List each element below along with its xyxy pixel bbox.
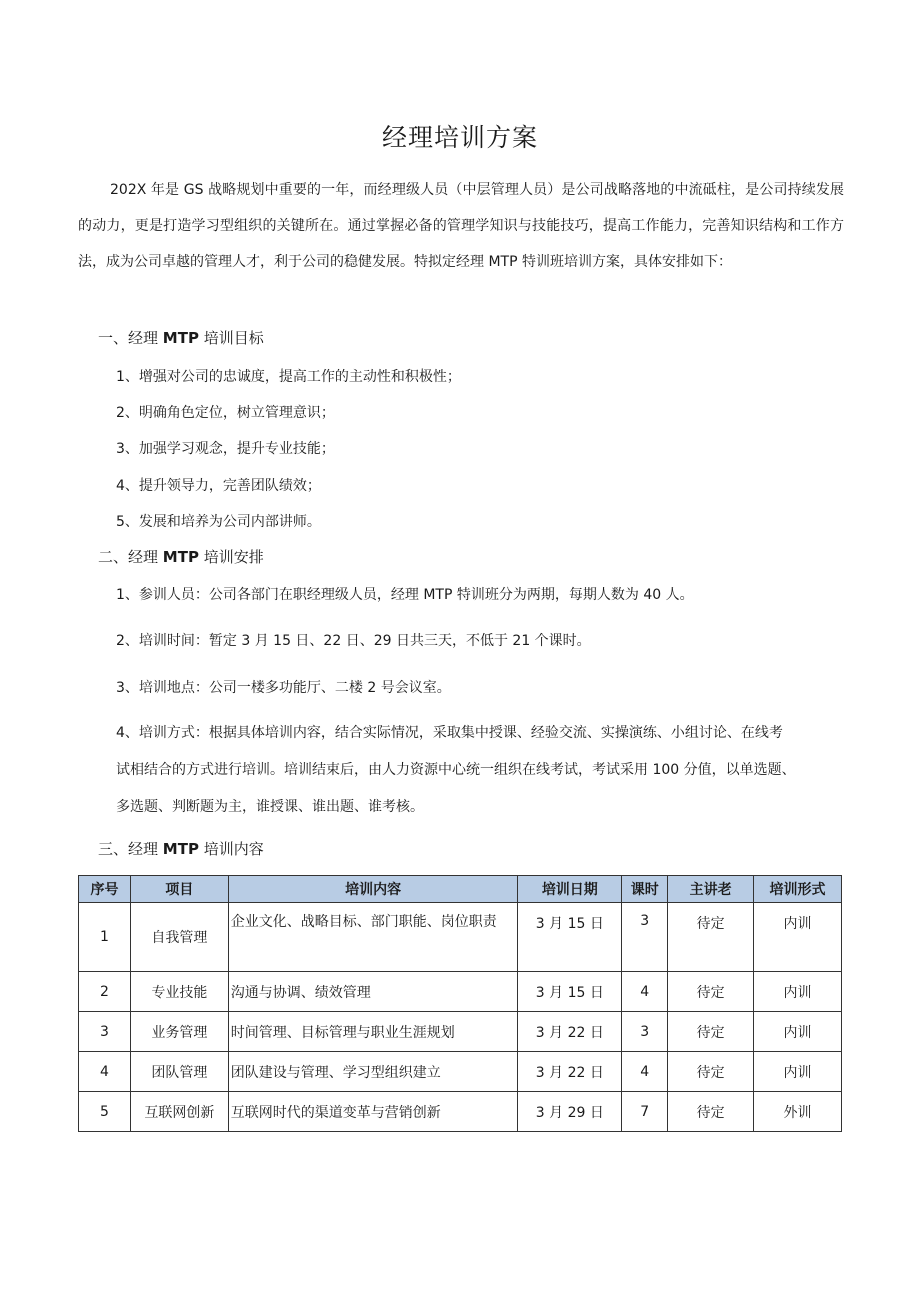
table-cell: 企业文化、战略目标、部门职能、岗位职责	[228, 903, 518, 972]
table-cell: 2	[79, 972, 131, 1012]
table-cell: 内训	[754, 972, 842, 1012]
table-cell: 专业技能	[130, 972, 228, 1012]
section-heading-prefix: 二、经理	[98, 548, 163, 566]
table-cell: 5	[79, 1092, 131, 1132]
table-cell: 自我管理	[130, 903, 228, 972]
section-heading-bold: MTP	[162, 840, 199, 858]
arrangement-item-continued: 试相结合的方式进行培训。培训结束后，由人力资源中心统一组织在线考试，考试采用 100 分值，以单选题、	[116, 762, 796, 778]
arrangement-item: 1、参训人员：公司各部门在职经理级人员，经理 MTP 特训班分为两期，每期人数为 40 人。	[116, 587, 694, 603]
table-cell: 3	[622, 1012, 668, 1052]
section-heading-arrangement	[98, 546, 264, 567]
table-cell: 沟通与协调、绩效管理	[228, 972, 518, 1012]
arrangement-item: 3、培训地点：公司一楼多功能厅、二楼 2 号会议室。	[116, 680, 451, 696]
section-heading-suffix: 培训目标	[198, 329, 264, 347]
table-cell: 待定	[668, 1092, 754, 1132]
table-cell: 团队建设与管理、学习型组织建立	[228, 1052, 518, 1092]
section-heading-goals	[98, 327, 264, 348]
table-cell: 4	[622, 1052, 668, 1092]
intro-paragraph: 202X 年是 GS 战略规划中重要的一年，而经理级人员（中层管理人员）是公司战略落地的中流砥柱，是公司持续发展的动力，更是打造学习型组织的关键所在。通过掌握必备的管理学知识与技能技巧，提高工作能力，完善知识结构和工作方法，成为公司卓越的管理人才，利于公司的稳健发展。特拟定经理 MTP 特训班培训方案，具体安排如下：	[78, 182, 844, 270]
table-cell: 互联网创新	[130, 1092, 228, 1132]
table-cell: 4	[622, 972, 668, 1012]
table-cell: 待定	[668, 1052, 754, 1092]
table-row	[79, 972, 842, 1012]
column-header: 项目	[130, 876, 228, 903]
table-cell: 3 月 15 日	[518, 972, 622, 1012]
section-heading-bold: MTP	[162, 329, 199, 347]
table-row	[79, 1052, 842, 1092]
section-heading-content	[98, 838, 264, 859]
table-cell: 3 月 22 日	[518, 1052, 622, 1092]
table-cell: 1	[79, 903, 131, 972]
goal-item: 5、发展和培养为公司内部讲师。	[116, 514, 321, 530]
section-heading-suffix: 培训安排	[198, 548, 264, 566]
table-cell: 7	[622, 1092, 668, 1132]
column-header: 培训日期	[518, 876, 622, 903]
goal-item: 3、加强学习观念，提升专业技能；	[116, 441, 335, 457]
arrangement-item: 2、培训时间：暂定 3 月 15 日、22 日、29 日共三天，不低于 21 个课时。	[116, 633, 591, 649]
table-cell: 4	[79, 1052, 131, 1092]
table-cell: 3 月 29 日	[518, 1092, 622, 1132]
table-cell: 外训	[754, 1092, 842, 1132]
table-cell: 待定	[668, 903, 754, 972]
table-cell: 内训	[754, 1012, 842, 1052]
table-cell: 3 月 22 日	[518, 1012, 622, 1052]
training-content-table	[78, 875, 842, 1132]
section-heading-prefix: 一、经理	[98, 329, 163, 347]
table-cell: 业务管理	[130, 1012, 228, 1052]
column-header: 培训内容	[228, 876, 518, 903]
section-heading-prefix: 三、经理	[98, 840, 163, 858]
column-header: 主讲老	[668, 876, 754, 903]
arrangement-item: 4、培训方式：根据具体培训内容，结合实际情况，采取集中授课、经验交流、实操演练、小组讨论、在线考	[116, 725, 783, 741]
table-row	[79, 903, 842, 972]
column-header: 课时	[622, 876, 668, 903]
table-cell: 互联网时代的渠道变革与营销创新	[228, 1092, 518, 1132]
column-header: 序号	[79, 876, 131, 903]
table-cell: 待定	[668, 972, 754, 1012]
goal-item: 2、明确角色定位，树立管理意识；	[116, 405, 335, 421]
table-cell: 3	[622, 903, 668, 972]
goal-item: 1、增强对公司的忠诚度，提高工作的主动性和积极性；	[116, 369, 461, 385]
table-row	[79, 1012, 842, 1052]
table-cell: 3 月 15 日	[518, 903, 622, 972]
column-header: 培训形式	[754, 876, 842, 903]
section-heading-bold: MTP	[162, 548, 199, 566]
table-cell: 待定	[668, 1012, 754, 1052]
table-header-row	[79, 876, 842, 903]
table-row	[79, 1092, 842, 1132]
table-cell: 3	[79, 1012, 131, 1052]
arrangement-item-continued: 多选题、判断题为主，谁授课、谁出题、谁考核。	[116, 799, 424, 815]
page-title: 经理培训方案	[381, 123, 538, 152]
table-cell: 内训	[754, 903, 842, 972]
table-cell: 时间管理、目标管理与职业生涯规划	[228, 1012, 518, 1052]
table-cell: 内训	[754, 1052, 842, 1092]
goal-item: 4、提升领导力，完善团队绩效；	[116, 478, 321, 494]
section-heading-suffix: 培训内容	[198, 840, 264, 858]
table-cell: 团队管理	[130, 1052, 228, 1092]
